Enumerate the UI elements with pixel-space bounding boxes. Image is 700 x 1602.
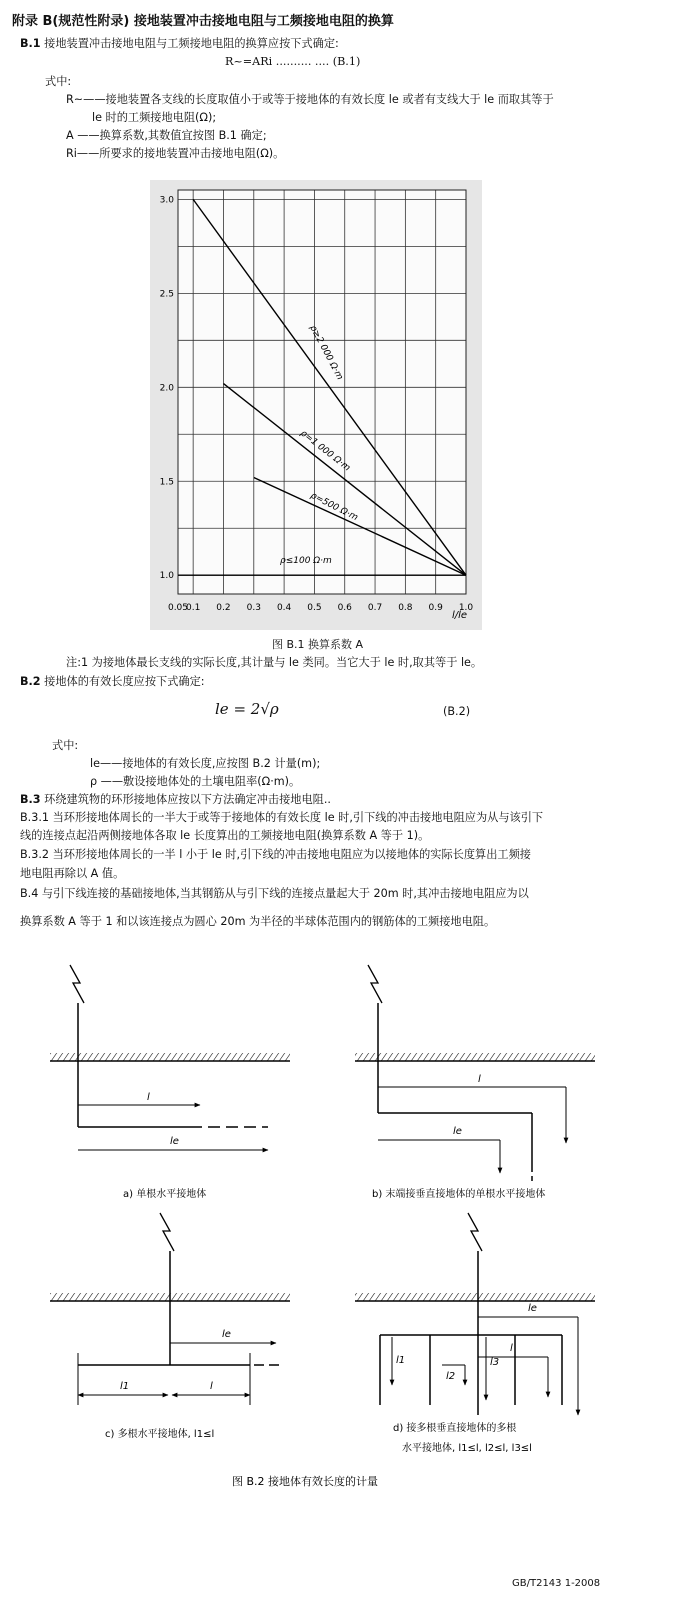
b2-def-rho: ρ ——敷设接地体处的土壤电阻率(Ω·m)。 — [90, 775, 301, 788]
b1-text: 接地装置冲击接地电阻与工频接地电阻的换算应按下式确定: — [44, 37, 339, 50]
fig-b1-caption: 图 B.1 换算系数 A — [272, 638, 364, 651]
label-le: le — [170, 1136, 179, 1147]
caption-d-line1: d) 接多根垂直接地体的多根 — [393, 1423, 517, 1434]
caption-d-line2: 水平接地体, l1≤l, l2≤l, l3≤l — [402, 1443, 532, 1454]
diagram-b — [355, 965, 595, 1200]
b4-line2: 换算系数 A 等于 1 和以该连接点为圆心 20m 为半径的半球体范围内的钢筋体的工频接地电阻。 — [20, 915, 496, 928]
formula-b2-number: (B.2) — [443, 705, 471, 718]
x-tick-label: 0.9 — [428, 603, 443, 613]
formula-b2: le = 2√ρ — [215, 700, 279, 718]
caption-c: c) 多根水平接地体, l1≤l — [105, 1429, 215, 1440]
formula-b1: R~=ARi .......... .... (B.1) — [225, 55, 361, 68]
caption-b: b) 末端接垂直接地体的单根水平接地体 — [372, 1189, 546, 1200]
label-l1: l1 — [120, 1381, 130, 1392]
series-label-100: ρ≤100 Ω·m — [280, 556, 332, 566]
b3-text: 环绕建筑物的环形接地体应按以下方法确定冲击接地电阻.. — [44, 793, 331, 806]
lightning-icon — [70, 965, 84, 1003]
b31-line2: 线的连接点起沿两侧接地体各取 le 长度算出的工频接地电阻(换算系数 A 等于 1)。 — [20, 829, 430, 842]
y-tick-label: 3.0 — [159, 195, 174, 206]
x-axis-label: l/le — [452, 610, 468, 621]
x-tick-label: 0.5 — [307, 603, 322, 613]
b32-line2: 地电阻再除以 A 值。 — [20, 867, 125, 880]
label-le: le — [222, 1329, 231, 1340]
diagram-d — [355, 1213, 595, 1454]
ground-hatch — [50, 1053, 290, 1061]
y-tick-label: 1.5 — [159, 477, 174, 488]
y-tick-label: 2.0 — [159, 383, 174, 394]
label-l3: l3 — [490, 1357, 500, 1368]
lightning-icon — [160, 1213, 174, 1251]
series-label-2000: ρ≥2 000 Ω·m — [307, 323, 345, 382]
b1-def-a: A ——换算系数,其数值宜按图 B.1 确定; — [66, 129, 267, 142]
b2-where: 式中: — [52, 739, 79, 752]
b3-number: B.3 — [20, 793, 41, 806]
label-l: l — [478, 1074, 481, 1085]
series-label-500: ρ=500 Ω·m — [308, 490, 360, 524]
series-label-1000: ρ=1 000 Ω·m — [298, 428, 352, 474]
ground-hatch — [355, 1293, 595, 1301]
label-l1: l1 — [396, 1355, 406, 1366]
standard-footer: GB/T2143 1-2008 — [512, 1578, 601, 1589]
x-tick-label: 0.2 — [216, 603, 231, 613]
b1-where: 式中: — [45, 75, 72, 88]
b4-line1: B.4 与引下线连接的基础接地体,当其钢筋从与引下线的连接点量起大于 20m 时,其冲击接地电阻应为以 — [20, 887, 529, 900]
x-tick-label: 0.3 — [246, 603, 261, 613]
label-le: le — [453, 1126, 462, 1137]
lightning-icon — [368, 965, 382, 1003]
label-l: l — [147, 1092, 150, 1103]
b2-paragraph — [20, 674, 205, 690]
x-tick-label: 0.6 — [337, 603, 352, 613]
ground-hatch — [355, 1053, 595, 1061]
conversion-factor-chart — [150, 180, 482, 630]
label-l: l — [210, 1381, 213, 1392]
x-tick-label: 1.0 — [458, 603, 474, 613]
label-l: l — [510, 1343, 513, 1354]
b3-paragraph — [20, 792, 331, 808]
label-l2: l2 — [446, 1371, 456, 1382]
fig-b1-note: 注:1 为接地体最长支线的实际长度,其计量与 le 类同。当它大于 le 时,取其等于 le。 — [66, 656, 483, 669]
b1-paragraph — [20, 36, 339, 52]
diagram-c — [50, 1213, 290, 1440]
lightning-icon — [468, 1213, 482, 1251]
plot-area — [178, 190, 466, 594]
label-le: le — [528, 1303, 537, 1314]
caption-a: a) 单根水平接地体 — [123, 1189, 207, 1200]
x-tick-label: 0.05 — [167, 603, 189, 613]
b2-number: B.2 — [20, 675, 41, 688]
b1-def-r-cont: le 时的工频接地电阻(Ω); — [92, 111, 217, 124]
x-tick-label: 0.4 — [276, 603, 292, 613]
b1-number: B.1 — [20, 37, 41, 50]
b2-def-le: le——接地体的有效长度,应按图 B.2 计量(m); — [90, 757, 321, 770]
b32-line1: B.3.2 当环形接地体周长的一半 l 小于 le 时,引下线的冲击接地电阻应为以接地体的实际长度算出工频接 — [20, 848, 531, 861]
effective-length-diagrams — [0, 945, 700, 1500]
y-tick-label: 2.5 — [159, 289, 174, 300]
x-tick-label: 0.7 — [367, 603, 383, 613]
appendix-title: 附录 B(规范性附录) 接地装置冲击接地电阻与工频接地电阻的换算 — [12, 14, 394, 29]
b2-text: 接地体的有效长度应按下式确定: — [44, 675, 205, 688]
b1-def-ri: Ri——所要求的接地装置冲击接地电阻(Ω)。 — [66, 147, 285, 160]
b1-def-r: R~——接地装置各支线的长度取值小于或等于接地体的有效长度 le 或者有支线大于 le 而取其等于 — [66, 93, 554, 106]
x-tick-label: 0.8 — [398, 603, 413, 613]
fig-b2-caption: 图 B.2 接地体有效长度的计量 — [232, 1475, 379, 1488]
x-tick-label: 0.1 — [185, 603, 201, 613]
b31-line1: B.3.1 当环形接地体周长的一半大于或等于接地体的有效长度 le 时,引下线的冲击接地电阻应为从与该引下 — [20, 811, 544, 824]
y-tick-label: 1.0 — [159, 571, 174, 582]
diagram-a — [50, 965, 290, 1200]
